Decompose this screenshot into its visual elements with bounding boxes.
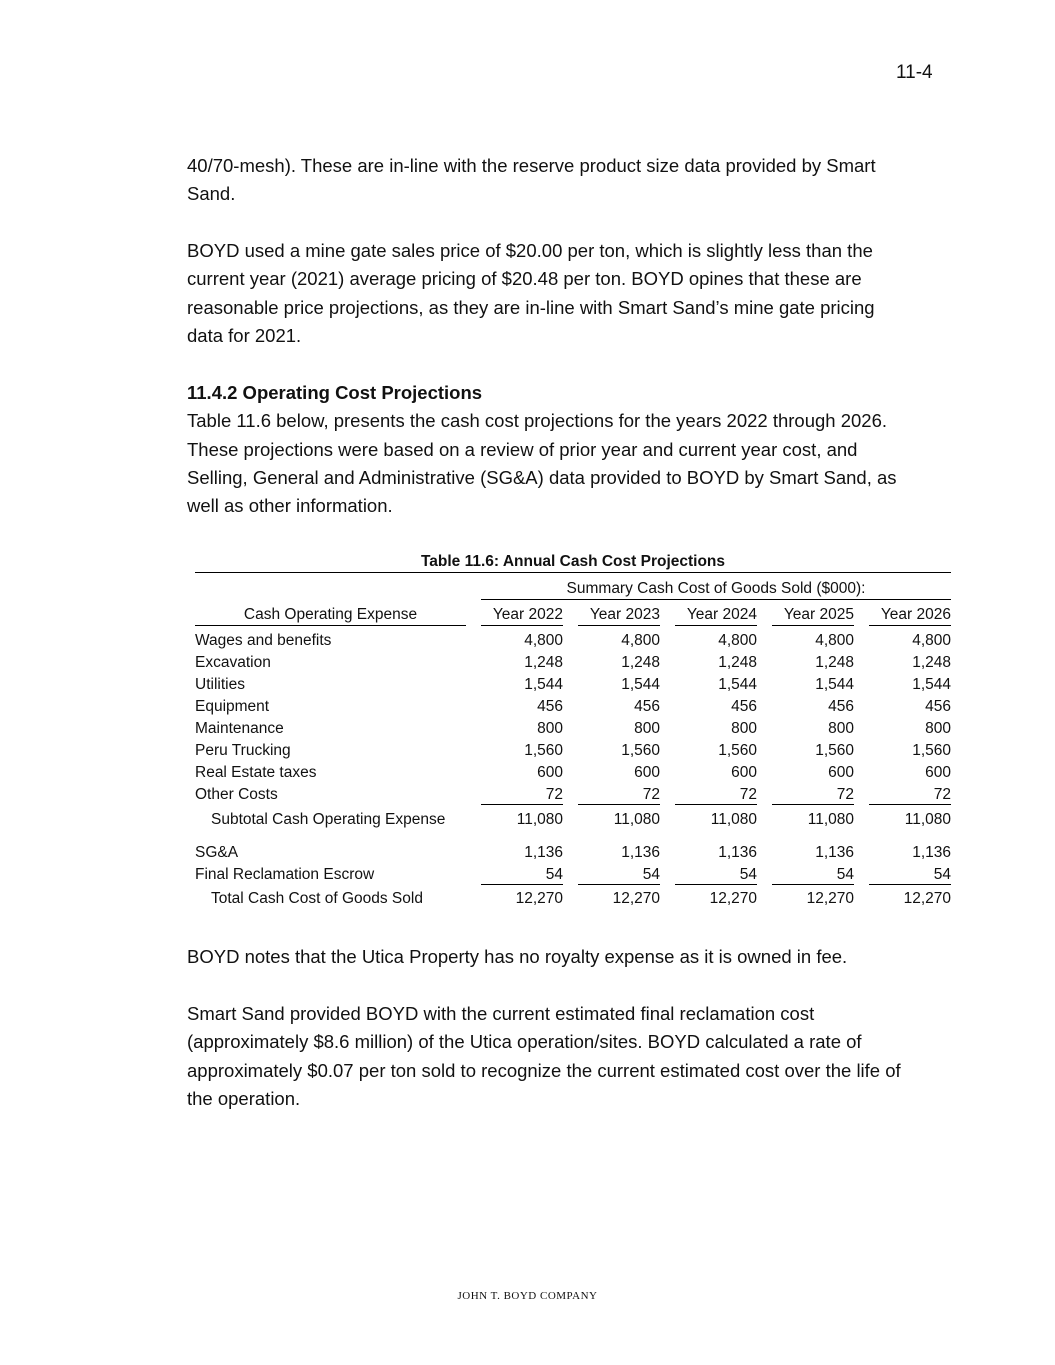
subtotal-rule <box>481 884 563 885</box>
row-value: 1,560 <box>718 742 757 759</box>
year-header: Year 2025 <box>783 606 854 623</box>
row-value: 456 <box>828 698 854 715</box>
row-value: 1,560 <box>912 742 951 759</box>
subtotal-rule <box>772 884 854 885</box>
year-header-rule <box>869 625 951 626</box>
row-label: Real Estate taxes <box>195 764 317 781</box>
row-value: 1,560 <box>621 742 660 759</box>
group-header: Summary Cash Cost of Goods Sold ($000): <box>566 580 866 597</box>
row-value: 12,270 <box>903 890 951 907</box>
row-value: 11,080 <box>807 811 854 828</box>
row-value: 600 <box>634 764 660 781</box>
row-value: 600 <box>828 764 854 781</box>
year-header-rule <box>675 625 757 626</box>
row-value: 1,544 <box>621 676 660 693</box>
subtotal-rule <box>869 884 951 885</box>
subtotal-rule <box>578 884 660 885</box>
row-value: 1,248 <box>912 654 951 671</box>
row-value: 54 <box>545 866 563 883</box>
paragraph-royalty <box>187 943 927 971</box>
row-label: SG&A <box>195 844 239 861</box>
row-label: Final Reclamation Escrow <box>195 866 375 883</box>
paragraph-line: Sand. <box>187 183 236 205</box>
row-value: 12,270 <box>612 890 660 907</box>
subtotal-rule <box>578 804 660 805</box>
row-value: 1,248 <box>718 654 757 671</box>
paragraph-reclamation <box>187 1000 927 1113</box>
group-header-rule <box>481 599 951 600</box>
row-value: 54 <box>642 866 660 883</box>
row-value: 12,270 <box>515 890 563 907</box>
paragraph-line: BOYD used a mine gate sales price of $20.00 per ton, which is slightly less than the <box>187 240 873 261</box>
row-value: 72 <box>836 786 854 803</box>
row-value: 11,080 <box>904 811 951 828</box>
year-header-rule <box>578 625 660 626</box>
row-label: Total Cash Cost of Goods Sold <box>211 890 423 907</box>
row-value: 1,544 <box>524 676 563 693</box>
paragraph-line: reasonable price projections, as they are in-line with Smart Sand’s mine gate pricing <box>187 296 875 318</box>
row-label: Other Costs <box>195 786 278 803</box>
row-value: 4,800 <box>815 632 854 649</box>
row-label: Peru Trucking <box>195 742 291 759</box>
row-value: 12,270 <box>806 890 854 907</box>
row-value: 600 <box>925 764 951 781</box>
row-label: Equipment <box>195 698 270 715</box>
year-header: Year 2023 <box>589 606 660 623</box>
section-line: These projections were based on a review of prior year and current year cost, and <box>187 438 858 460</box>
row-value: 1,544 <box>718 676 757 693</box>
year-header: Year 2024 <box>686 606 757 623</box>
paragraph-line: 40/70-mesh). These are in-line with the reserve product size data provided by Smart <box>187 155 876 176</box>
row-value: 800 <box>537 720 563 737</box>
row-value: 11,080 <box>710 811 757 828</box>
table-top-rule <box>195 572 951 573</box>
row-value: 800 <box>925 720 951 737</box>
row-value: 4,800 <box>912 632 951 649</box>
row-value: 11,080 <box>516 811 563 828</box>
row-value: 54 <box>933 866 951 883</box>
paragraph-line: Smart Sand provided BOYD with the current estimated final reclamation cost <box>187 1003 815 1024</box>
page-number: 11-4 <box>896 62 933 83</box>
section-heading: 11.4.2 Operating Cost Projections <box>187 382 483 403</box>
row-value: 800 <box>828 720 854 737</box>
row-value: 1,248 <box>524 654 563 671</box>
year-header: Year 2022 <box>492 606 563 623</box>
section-operating-cost <box>187 379 927 520</box>
label-header-rule <box>195 625 466 626</box>
paragraph-line: (approximately $8.6 million) of the Utica operation/sites. BOYD calculated a rate of <box>187 1031 862 1053</box>
paragraph-line: data for 2021. <box>187 324 302 346</box>
section-line: Selling, General and Administrative (SG&A) data provided to BOYD by Smart Sand, as <box>187 466 897 488</box>
year-header-rule <box>772 625 854 626</box>
row-value: 72 <box>545 786 563 803</box>
row-value: 1,136 <box>621 844 660 861</box>
row-value: 1,560 <box>815 742 854 759</box>
row-value: 1,136 <box>815 844 854 861</box>
section-line: well as other information. <box>187 495 393 517</box>
year-header: Year 2026 <box>880 606 951 623</box>
row-value: 12,270 <box>709 890 757 907</box>
row-value: 72 <box>739 786 757 803</box>
row-value: 1,248 <box>621 654 660 671</box>
row-value: 72 <box>642 786 660 803</box>
row-value: 456 <box>731 698 757 715</box>
row-value: 4,800 <box>621 632 660 649</box>
row-value: 54 <box>739 866 757 883</box>
row-value: 456 <box>537 698 563 715</box>
subtotal-rule <box>675 804 757 805</box>
row-label: Excavation <box>195 654 271 671</box>
row-value: 1,248 <box>815 654 854 671</box>
subtotal-rule <box>675 884 757 885</box>
row-value: 1,544 <box>815 676 854 693</box>
row-value: 1,560 <box>524 742 563 759</box>
row-label: Maintenance <box>195 720 284 737</box>
label-header: Cash Operating Expense <box>243 606 418 623</box>
section-line: Table 11.6 below, presents the cash cost projections for the years 2022 through 2026. <box>187 410 888 432</box>
row-value: 11,080 <box>613 811 660 828</box>
row-value: 800 <box>634 720 660 737</box>
row-label: Subtotal Cash Operating Expense <box>211 811 446 828</box>
year-header-rule <box>481 625 563 626</box>
row-label: Utilities <box>195 676 245 693</box>
row-value: 4,800 <box>524 632 563 649</box>
row-value: 72 <box>933 786 951 803</box>
company-footer: JOHN T. BOYD COMPANY <box>457 1290 598 1302</box>
subtotal-rule <box>772 804 854 805</box>
row-value: 54 <box>836 866 854 883</box>
table-title: Table 11.6: Annual Cash Cost Projections <box>420 553 726 570</box>
subtotal-rule <box>481 804 563 805</box>
paragraph-line: BOYD notes that the Utica Property has no royalty expense as it is owned in fee. <box>187 946 848 967</box>
row-value: 600 <box>537 764 563 781</box>
paragraph-line: current year (2021) average pricing of $20.48 per ton. BOYD opines that these are <box>187 268 862 290</box>
subtotal-rule <box>869 804 951 805</box>
row-value: 1,544 <box>912 676 951 693</box>
row-value: 456 <box>925 698 951 715</box>
row-value: 456 <box>634 698 660 715</box>
row-value: 1,136 <box>718 844 757 861</box>
row-value: 1,136 <box>524 844 563 861</box>
row-value: 1,136 <box>912 844 951 861</box>
row-label: Wages and benefits <box>195 632 332 649</box>
row-value: 600 <box>731 764 757 781</box>
row-value: 4,800 <box>718 632 757 649</box>
paragraph-line: the operation. <box>187 1087 301 1109</box>
paragraph-mesh <box>187 152 927 209</box>
paragraph-line: approximately $0.07 per ton sold to recognize the current estimated cost over the life of <box>187 1059 901 1081</box>
row-value: 800 <box>731 720 757 737</box>
paragraph-pricing <box>187 237 927 350</box>
